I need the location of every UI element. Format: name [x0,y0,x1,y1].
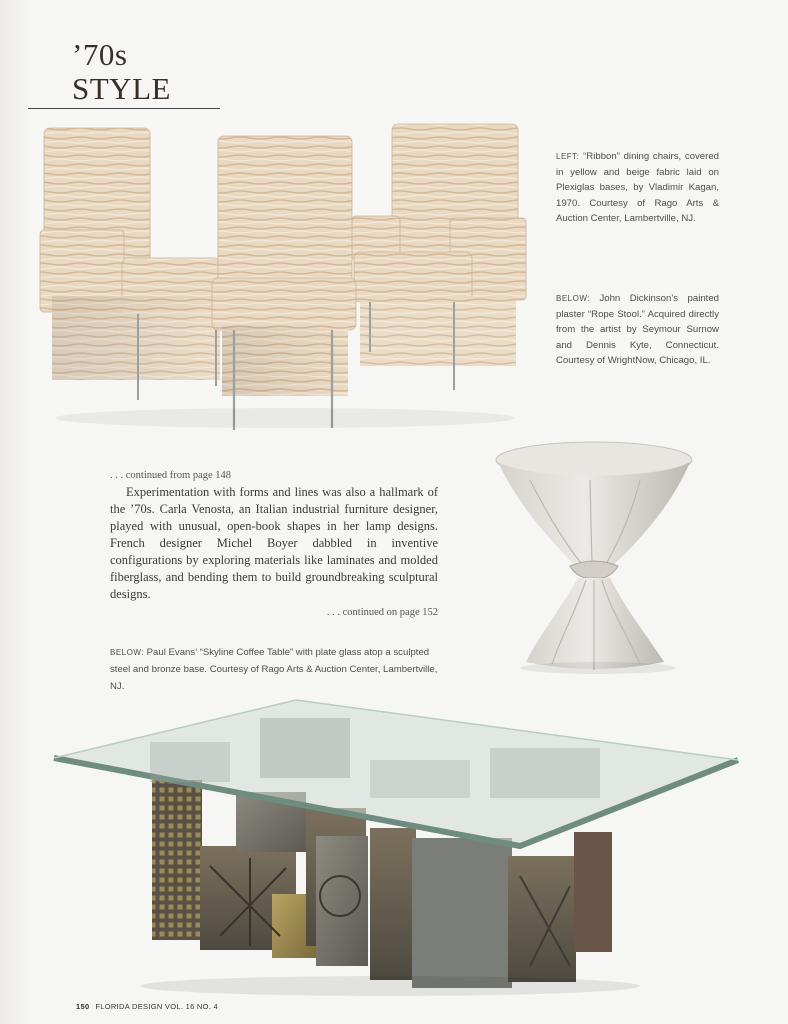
chairs-caption [556,149,719,227]
caption-text: “Ribbon” dining chairs, covered in yellow and beige fabric laid on Plexiglas bases, by Vladimir Kagan, 1970. Courtesy of Rago Arts & Auction Center, Lambertville, NJ. [556,151,719,224]
rope-stool-photo [490,440,700,680]
publication-info: FLORIDA DESIGN VOL. 16 NO. 4 [95,1002,219,1011]
page-footer [76,1002,218,1011]
page-title: ’70s STYLE [72,37,171,106]
article-body: Experimentation with forms and lines was also a hallmark of the ’70s. Carla Venosta, an Italian industrial furniture designer, played with unusual, open-book shapes in her lamp designs. French designer Michel Boyer dabbled in inventive configurations by exploring materials like laminates and molded fiberglass, and bending them to build groundbreaking sculptural designs. [110,485,438,601]
section-header [28,38,220,109]
caption-kicker: BELOW: [556,294,590,303]
caption-text: Paul Evans’ “Skyline Coffee Table” with plate glass atop a sculpted steel and bronze base. Courtesy of Rago Arts & Auction Center, Lambertville, NJ. [110,647,438,692]
stool-caption [556,291,719,369]
left-chair [40,128,220,400]
continued-on: . . . continued on page 152 [326,607,438,618]
page-number: 150 [76,1002,90,1011]
right-chair [352,124,526,390]
center-chair [212,136,356,430]
continued-from: . . . continued from page 148 [110,470,232,481]
table-caption [110,644,440,695]
caption-kicker: BELOW: [110,648,144,657]
title-rule [28,108,220,109]
page-edge [0,0,30,1024]
skyline-coffee-table-photo [50,696,740,1002]
caption-kicker: LEFT: [556,152,580,161]
caption-text: John Dickinson’s painted plaster “Rope Stool.” Acquired directly from the artist by Seymour Surnow and Dennis Kyte, Connecticut. Courtesy of WrightNow, Chicago, IL. [556,293,719,366]
article [110,470,438,618]
ribbon-chairs-photo [30,118,540,440]
